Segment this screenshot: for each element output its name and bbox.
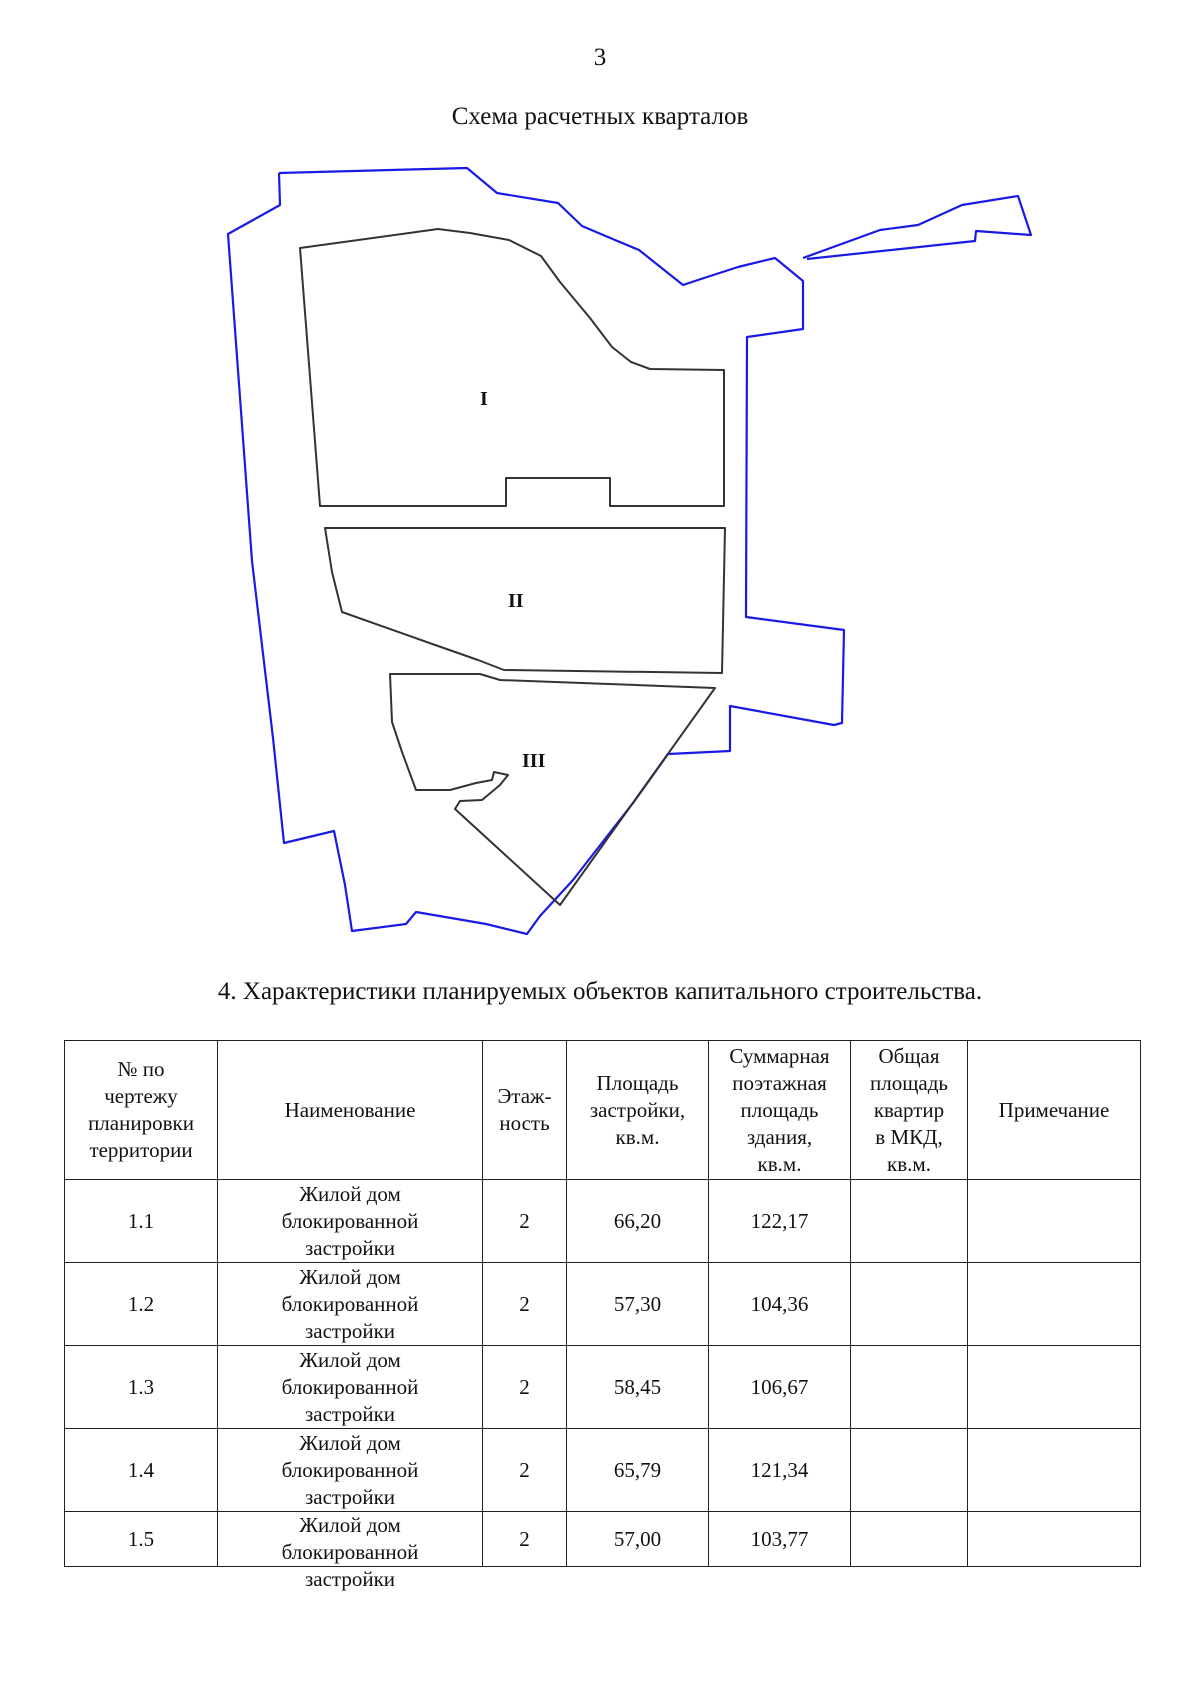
table-row bbox=[65, 1263, 1141, 1346]
cell-floors: 2 bbox=[483, 1512, 567, 1567]
cell-built-area: 58,45 bbox=[567, 1346, 709, 1429]
cell-note bbox=[968, 1512, 1141, 1567]
quarter-label-1: I bbox=[480, 388, 488, 410]
cell-total-floor-area: 104,36 bbox=[709, 1263, 851, 1346]
cell-name: Жилой дом блокированной застройки bbox=[218, 1263, 483, 1346]
header-floors: Этаж- ность bbox=[483, 1041, 567, 1180]
cell-note bbox=[968, 1346, 1141, 1429]
cell-built-area: 65,79 bbox=[567, 1429, 709, 1512]
cell-note bbox=[968, 1429, 1141, 1512]
cell-name: Жилой дом блокированной застройки bbox=[218, 1180, 483, 1263]
cell-name: Жилой дом блокированной застройки bbox=[218, 1512, 483, 1567]
scheme-title: Схема расчетных кварталов bbox=[451, 103, 749, 130]
cell-floors: 2 bbox=[483, 1429, 567, 1512]
cell-floors: 2 bbox=[483, 1180, 567, 1263]
cell-note bbox=[968, 1263, 1141, 1346]
quarter-label-2: II bbox=[508, 590, 524, 612]
page-number: 3 bbox=[593, 44, 607, 71]
cell-note bbox=[968, 1180, 1141, 1263]
section-heading: 4. Характеристики планируемых объектов капитального строительства. bbox=[217, 978, 983, 1005]
quarter-label-3: III bbox=[522, 750, 546, 772]
cell-apartment-area bbox=[851, 1429, 968, 1512]
territory-boundary bbox=[228, 168, 844, 934]
quarter-3-outline bbox=[390, 674, 715, 905]
cell-apartment-area bbox=[851, 1263, 968, 1346]
table-row bbox=[65, 1429, 1141, 1512]
quarter-1-outline bbox=[300, 229, 724, 506]
cell-apartment-area bbox=[851, 1180, 968, 1263]
territory-boundary-ne bbox=[803, 196, 1031, 259]
cell-built-area: 57,30 bbox=[567, 1263, 709, 1346]
cell-name: Жилой дом блокированной застройки bbox=[218, 1429, 483, 1512]
cell-number: 1.1 bbox=[65, 1180, 218, 1263]
table-row bbox=[65, 1512, 1141, 1567]
table-row bbox=[65, 1180, 1141, 1263]
cell-floors: 2 bbox=[483, 1263, 567, 1346]
header-total-floor-area: Суммарная поэтажная площадь здания, кв.м. bbox=[709, 1041, 851, 1180]
cell-number: 1.2 bbox=[65, 1263, 218, 1346]
cell-number: 1.3 bbox=[65, 1346, 218, 1429]
cell-number: 1.4 bbox=[65, 1429, 218, 1512]
header-built-area: Площадь застройки, кв.м. bbox=[567, 1041, 709, 1180]
cell-total-floor-area: 103,77 bbox=[709, 1512, 851, 1567]
cell-total-floor-area: 122,17 bbox=[709, 1180, 851, 1263]
cell-number: 1.5 bbox=[65, 1512, 218, 1567]
cell-built-area: 57,00 bbox=[567, 1512, 709, 1567]
cell-built-area: 66,20 bbox=[567, 1180, 709, 1263]
cell-apartment-area bbox=[851, 1346, 968, 1429]
cell-total-floor-area: 106,67 bbox=[709, 1346, 851, 1429]
objects-table bbox=[64, 1040, 1141, 1591]
header-number: № по чертежу планировки территории bbox=[65, 1041, 218, 1180]
header-note: Примечание bbox=[968, 1041, 1141, 1180]
header-name: Наименование bbox=[218, 1041, 483, 1180]
cell-name: Жилой дом блокированной застройки bbox=[218, 1346, 483, 1429]
cell-total-floor-area: 121,34 bbox=[709, 1429, 851, 1512]
table-header-row bbox=[65, 1041, 1141, 1180]
quarter-2-outline bbox=[325, 528, 725, 673]
cell-apartment-area bbox=[851, 1512, 968, 1567]
table-row bbox=[65, 1346, 1141, 1429]
header-apartment-area: Общая площадь квартир в МКД, кв.м. bbox=[851, 1041, 968, 1180]
cell-floors: 2 bbox=[483, 1346, 567, 1429]
